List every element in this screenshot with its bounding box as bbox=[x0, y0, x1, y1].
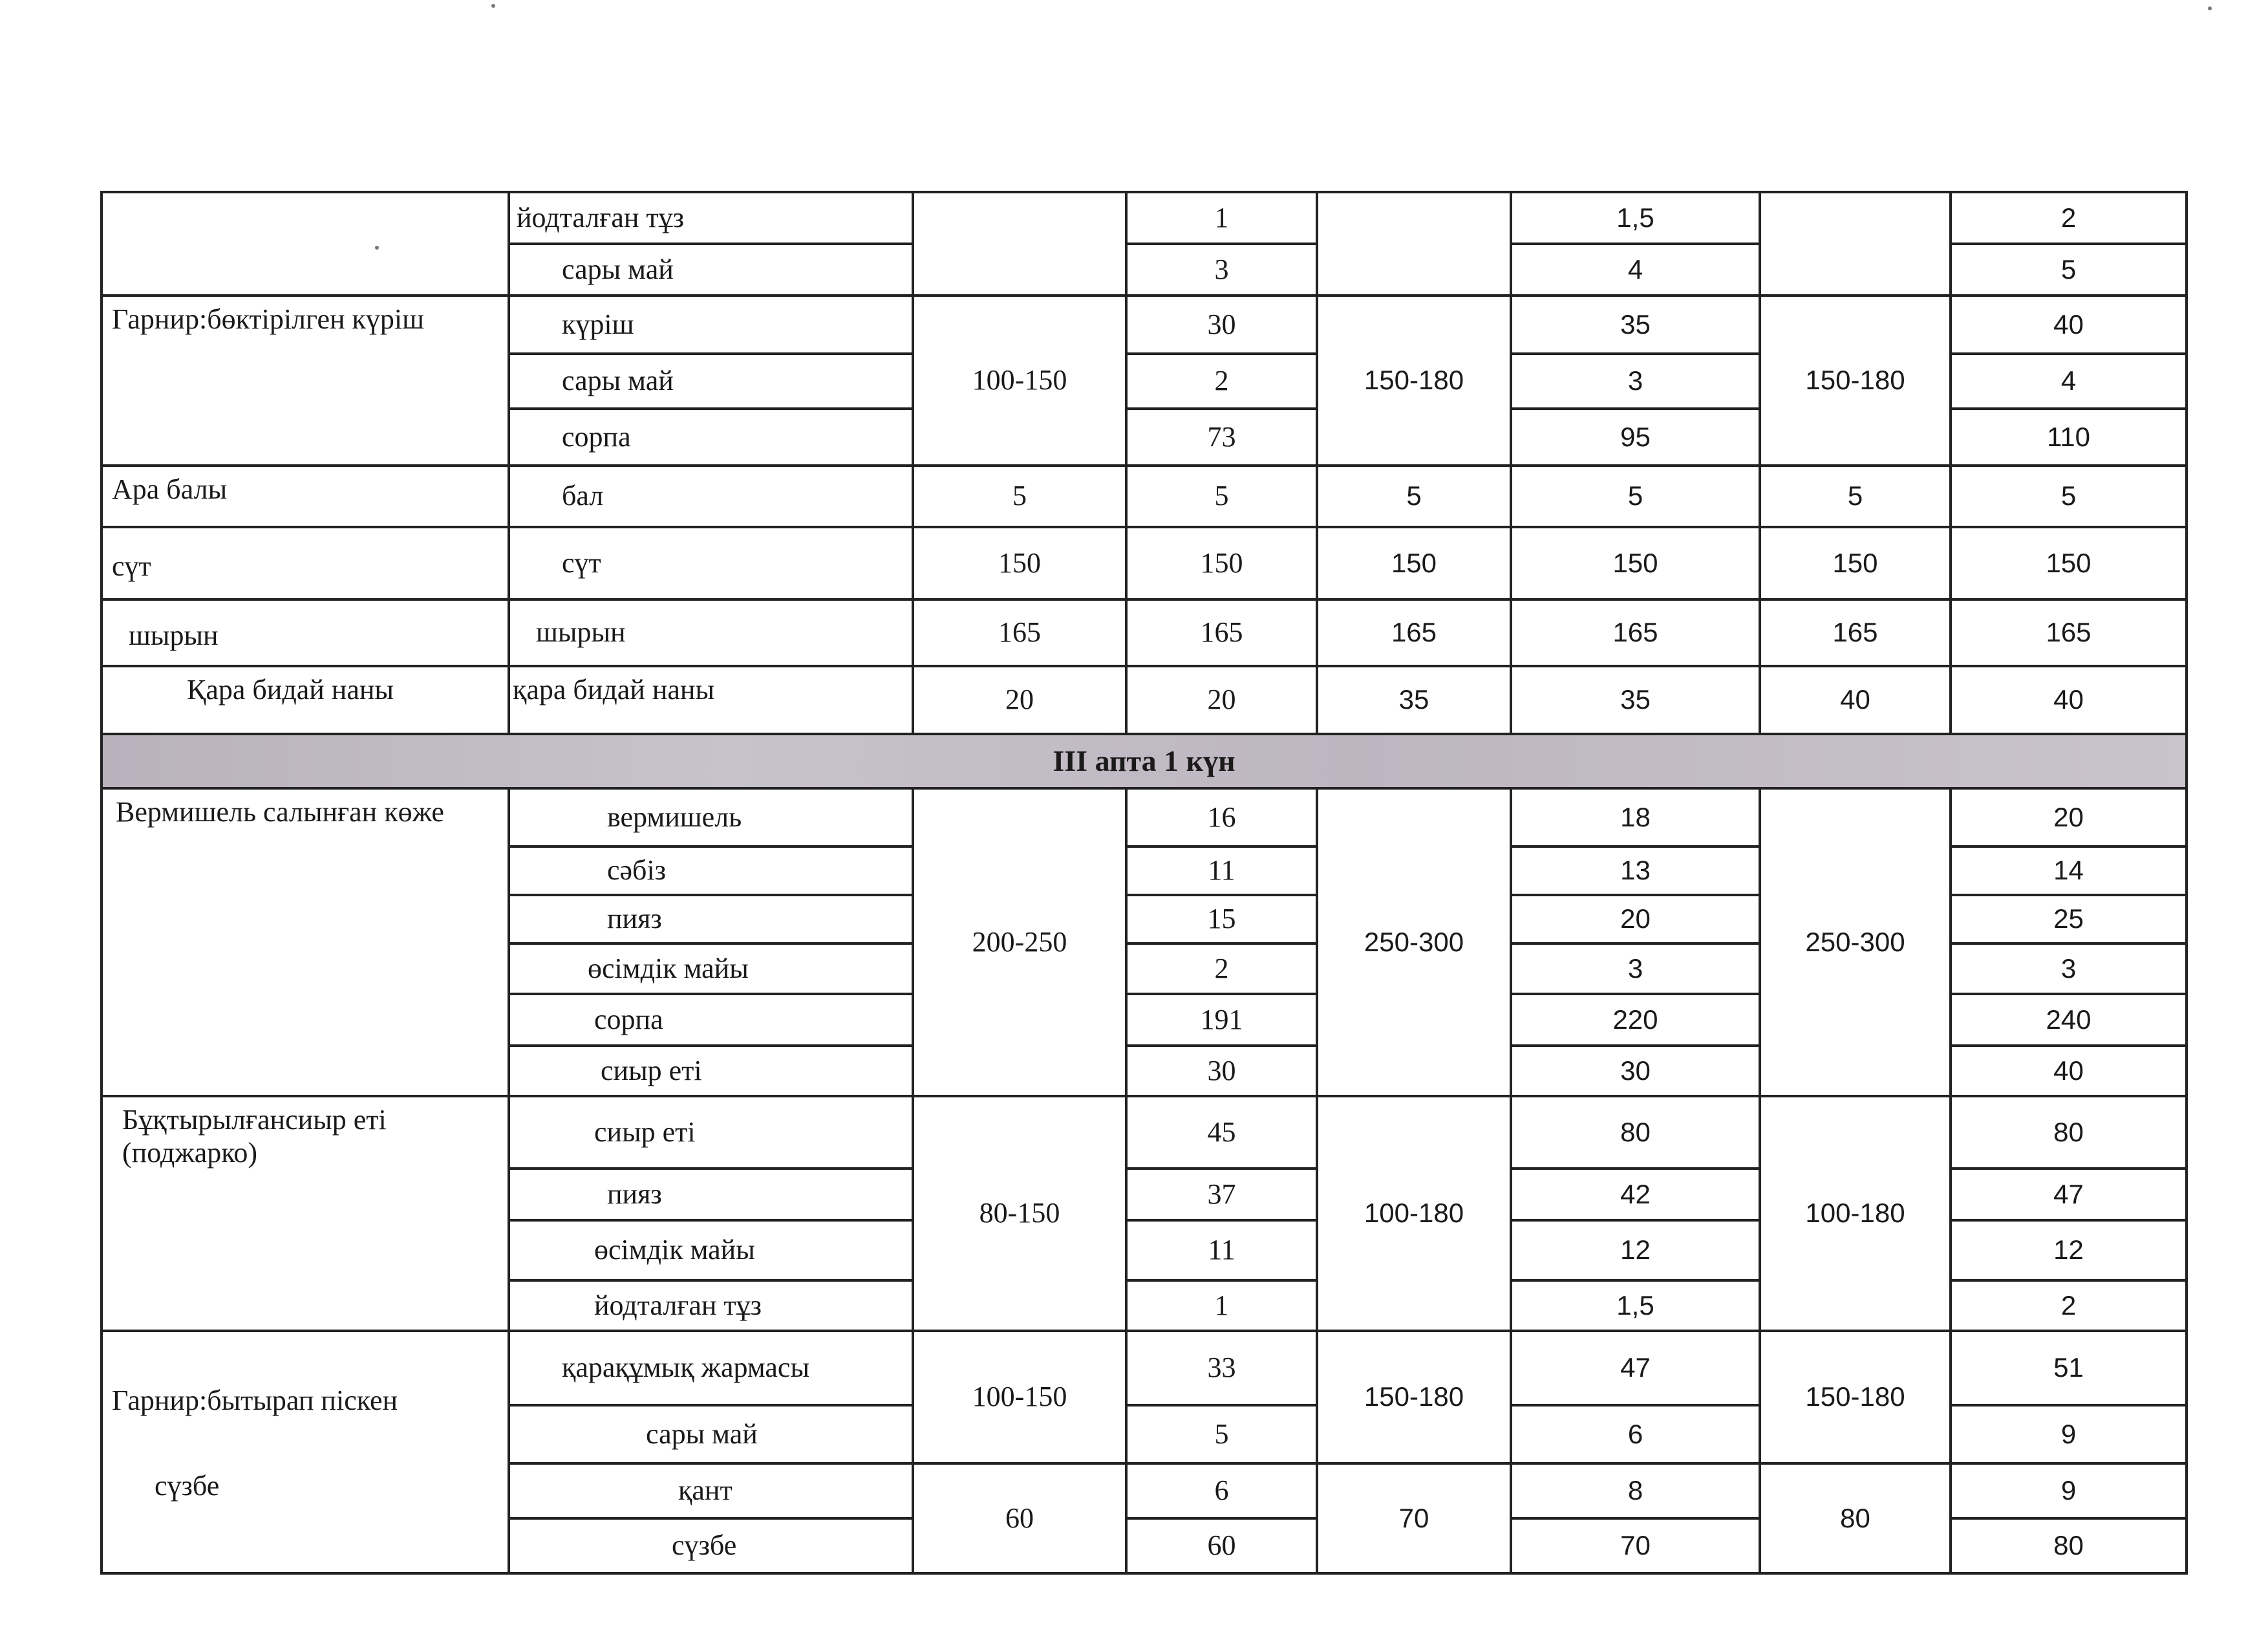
ingredient-name: йодталған тұз bbox=[509, 1280, 913, 1331]
amount-cell: 42 bbox=[1511, 1169, 1760, 1220]
dish-name: Гарнир:бытырап піскен bbox=[102, 1331, 509, 1463]
table-row bbox=[102, 466, 2187, 527]
amount-cell: 40 bbox=[1951, 1046, 2187, 1096]
dish-name: Ара балы bbox=[102, 466, 509, 527]
amount-cell: 3 bbox=[1511, 354, 1760, 409]
amount-cell: 12 bbox=[1951, 1220, 2187, 1280]
portion-range: 100-180 bbox=[1317, 1096, 1511, 1331]
portion-range bbox=[1760, 192, 1951, 296]
ingredient-name: пияз bbox=[509, 1169, 913, 1220]
amount-cell: 70 bbox=[1511, 1518, 1760, 1573]
portion-range: 20 bbox=[913, 666, 1126, 734]
ingredient-name: вермишель bbox=[509, 788, 913, 846]
amount-cell: 40 bbox=[1951, 296, 2187, 354]
ingredient-name: йодталған тұз bbox=[509, 192, 913, 244]
portion-range: 35 bbox=[1317, 666, 1511, 734]
amount-cell: 30 bbox=[1511, 1046, 1760, 1096]
portion-range: 80 bbox=[1760, 1463, 1951, 1573]
portion-range bbox=[913, 192, 1126, 296]
amount-cell: 16 bbox=[1126, 788, 1317, 846]
table-row bbox=[102, 1096, 2187, 1169]
portion-range: 5 bbox=[913, 466, 1126, 527]
ingredient-name: сүзбе bbox=[509, 1518, 913, 1573]
menu-table bbox=[100, 191, 2188, 1575]
portion-range: 5 bbox=[1760, 466, 1951, 527]
portion-range bbox=[1317, 192, 1511, 296]
scan-speck bbox=[2208, 6, 2212, 10]
amount-cell: 165 bbox=[1126, 599, 1317, 666]
ingredient-name: күріш bbox=[509, 296, 913, 354]
amount-cell: 80 bbox=[1951, 1096, 2187, 1169]
ingredient-name: сүт bbox=[509, 527, 913, 599]
amount-cell: 6 bbox=[1126, 1463, 1317, 1518]
scan-speck bbox=[491, 4, 495, 8]
amount-cell: 25 bbox=[1951, 895, 2187, 943]
table-row bbox=[102, 666, 2187, 734]
amount-cell: 14 bbox=[1951, 846, 2187, 895]
amount-cell: 11 bbox=[1126, 1220, 1317, 1280]
amount-cell: 51 bbox=[1951, 1331, 2187, 1405]
ingredient-name: сары май bbox=[509, 1405, 913, 1463]
portion-range: 150 bbox=[1317, 527, 1511, 599]
portion-range: 80-150 bbox=[913, 1096, 1126, 1331]
amount-cell: 1 bbox=[1126, 1280, 1317, 1331]
amount-cell: 150 bbox=[1951, 527, 2187, 599]
ingredient-name: сорпа bbox=[509, 409, 913, 466]
amount-cell: 30 bbox=[1126, 296, 1317, 354]
amount-cell: 3 bbox=[1126, 244, 1317, 296]
amount-cell: 18 bbox=[1511, 788, 1760, 846]
portion-range: 70 bbox=[1317, 1463, 1511, 1573]
dish-name: Гарнир:бөктірілген күріш bbox=[102, 296, 509, 466]
portion-range: 250-300 bbox=[1317, 788, 1511, 1096]
amount-cell: 3 bbox=[1511, 943, 1760, 994]
amount-cell: 150 bbox=[1511, 527, 1760, 599]
amount-cell: 47 bbox=[1951, 1169, 2187, 1220]
dish-name: Бұқтырылғансиыр еті (поджарко) bbox=[102, 1096, 509, 1331]
amount-cell: 30 bbox=[1126, 1046, 1317, 1096]
portion-range: 100-180 bbox=[1760, 1096, 1951, 1331]
amount-cell: 35 bbox=[1511, 296, 1760, 354]
amount-cell: 73 bbox=[1126, 409, 1317, 466]
amount-cell: 20 bbox=[1511, 895, 1760, 943]
dish-name: шырын bbox=[102, 599, 509, 666]
amount-cell: 80 bbox=[1951, 1518, 2187, 1573]
amount-cell: 47 bbox=[1511, 1331, 1760, 1405]
amount-cell: 1,5 bbox=[1511, 192, 1760, 244]
portion-range: 150 bbox=[1760, 527, 1951, 599]
ingredient-name: шырын bbox=[509, 599, 913, 666]
portion-range: 165 bbox=[1760, 599, 1951, 666]
portion-range: 165 bbox=[913, 599, 1126, 666]
amount-cell: 2 bbox=[1126, 943, 1317, 994]
amount-cell: 95 bbox=[1511, 409, 1760, 466]
amount-cell: 3 bbox=[1951, 943, 2187, 994]
portion-range: 100-150 bbox=[913, 1331, 1126, 1463]
amount-cell: 220 bbox=[1511, 994, 1760, 1046]
ingredient-name: пияз bbox=[509, 895, 913, 943]
amount-cell: 165 bbox=[1951, 599, 2187, 666]
portion-range: 250-300 bbox=[1760, 788, 1951, 1096]
amount-cell: 15 bbox=[1126, 895, 1317, 943]
table-row bbox=[102, 296, 2187, 354]
amount-cell: 5 bbox=[1951, 244, 2187, 296]
amount-cell: 20 bbox=[1126, 666, 1317, 734]
amount-cell: 35 bbox=[1511, 666, 1760, 734]
dish-name: сүзбе bbox=[102, 1463, 509, 1573]
table-row bbox=[102, 527, 2187, 599]
amount-cell: 80 bbox=[1511, 1096, 1760, 1169]
ingredient-name: қарақұмық жармасы bbox=[509, 1331, 913, 1405]
amount-cell: 5 bbox=[1126, 1405, 1317, 1463]
amount-cell: 13 bbox=[1511, 846, 1760, 895]
portion-range: 150-180 bbox=[1760, 1331, 1951, 1463]
ingredient-name: сары май bbox=[509, 354, 913, 409]
portion-range: 60 bbox=[913, 1463, 1126, 1573]
section-title: III апта 1 күн bbox=[102, 734, 2187, 788]
amount-cell: 165 bbox=[1511, 599, 1760, 666]
amount-cell: 1 bbox=[1126, 192, 1317, 244]
portion-range: 40 bbox=[1760, 666, 1951, 734]
portion-range: 150-180 bbox=[1317, 296, 1511, 466]
ingredient-name: өсімдік майы bbox=[509, 943, 913, 994]
amount-cell: 2 bbox=[1951, 1280, 2187, 1331]
amount-cell: 37 bbox=[1126, 1169, 1317, 1220]
amount-cell: 9 bbox=[1951, 1463, 2187, 1518]
portion-range: 150-180 bbox=[1317, 1331, 1511, 1463]
portion-range: 165 bbox=[1317, 599, 1511, 666]
table-row bbox=[102, 1463, 2187, 1518]
table-row bbox=[102, 192, 2187, 244]
ingredient-name: бал bbox=[509, 466, 913, 527]
ingredient-name: сиыр еті bbox=[509, 1096, 913, 1169]
amount-cell: 4 bbox=[1511, 244, 1760, 296]
amount-cell: 9 bbox=[1951, 1405, 2187, 1463]
amount-cell: 2 bbox=[1126, 354, 1317, 409]
ingredient-name: қара бидай наны bbox=[509, 666, 913, 734]
amount-cell: 2 bbox=[1951, 192, 2187, 244]
portion-range: 150-180 bbox=[1760, 296, 1951, 466]
ingredient-name: қант bbox=[509, 1463, 913, 1518]
amount-cell: 20 bbox=[1951, 788, 2187, 846]
amount-cell: 8 bbox=[1511, 1463, 1760, 1518]
amount-cell: 191 bbox=[1126, 994, 1317, 1046]
portion-range: 200-250 bbox=[913, 788, 1126, 1096]
ingredient-name: өсімдік майы bbox=[509, 1220, 913, 1280]
dish-name: Вермишель салынған көже bbox=[102, 788, 509, 1096]
dish-name bbox=[102, 192, 509, 296]
amount-cell: 45 bbox=[1126, 1096, 1317, 1169]
amount-cell: 33 bbox=[1126, 1331, 1317, 1405]
amount-cell: 5 bbox=[1126, 466, 1317, 527]
ingredient-name: сорпа bbox=[509, 994, 913, 1046]
table-row bbox=[102, 788, 2187, 846]
amount-cell: 60 bbox=[1126, 1518, 1317, 1573]
portion-range: 150 bbox=[913, 527, 1126, 599]
amount-cell: 12 bbox=[1511, 1220, 1760, 1280]
portion-range: 100-150 bbox=[913, 296, 1126, 466]
amount-cell: 4 bbox=[1951, 354, 2187, 409]
amount-cell: 40 bbox=[1951, 666, 2187, 734]
amount-cell: 150 bbox=[1126, 527, 1317, 599]
amount-cell: 1,5 bbox=[1511, 1280, 1760, 1331]
portion-range: 5 bbox=[1317, 466, 1511, 527]
ingredient-name: сиыр еті bbox=[509, 1046, 913, 1096]
table-row bbox=[102, 1331, 2187, 1405]
table-row bbox=[102, 599, 2187, 666]
amount-cell: 5 bbox=[1511, 466, 1760, 527]
amount-cell: 6 bbox=[1511, 1405, 1760, 1463]
section-header-row bbox=[102, 734, 2187, 788]
ingredient-name: сары май bbox=[509, 244, 913, 296]
amount-cell: 240 bbox=[1951, 994, 2187, 1046]
dish-name: сүт bbox=[102, 527, 509, 599]
amount-cell: 110 bbox=[1951, 409, 2187, 466]
ingredient-name: сәбіз bbox=[509, 846, 913, 895]
amount-cell: 5 bbox=[1951, 466, 2187, 527]
amount-cell: 11 bbox=[1126, 846, 1317, 895]
dish-name: Қара бидай наны bbox=[102, 666, 509, 734]
